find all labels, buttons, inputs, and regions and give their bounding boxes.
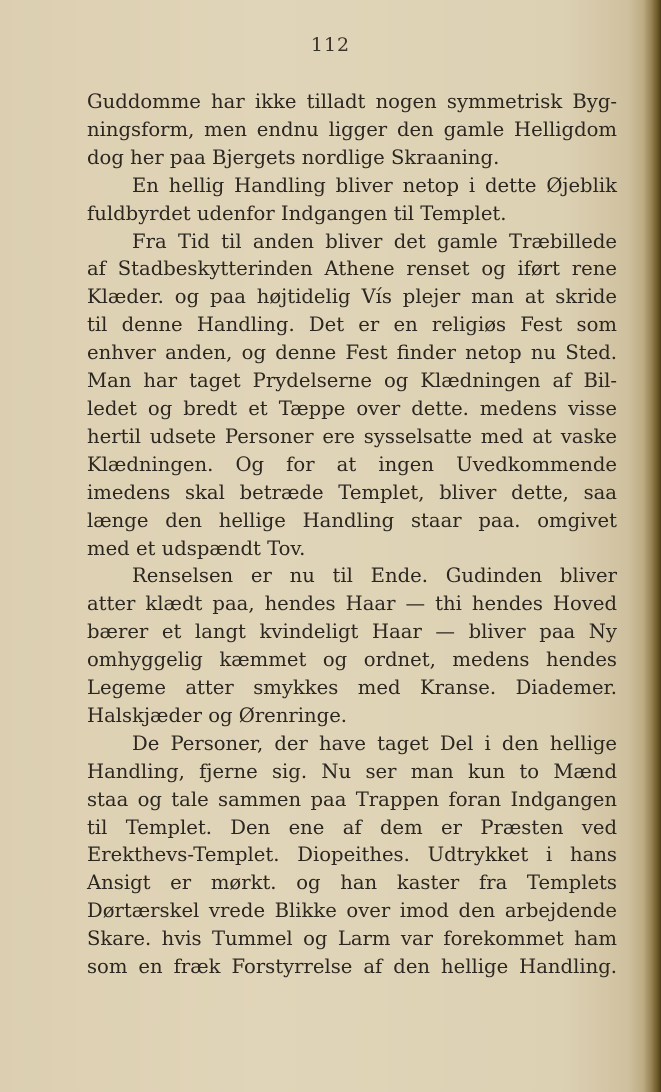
body-text	[87, 88, 617, 981]
text-line: fuldbyrdet udenfor Indgangen til Templet.	[87, 201, 507, 225]
text-line: af Stadbeskytterinden Athene renset og iført rene	[87, 257, 617, 281]
text-line: Man har taget Prydelserne og Klædningen af Bil-	[87, 369, 617, 393]
text-line: Legeme atter smykkes med Kranse. Diademer.	[87, 676, 617, 700]
text-line: staa og tale sammen paa Trappen foran Indgangen	[87, 787, 617, 811]
text-line: til Templet. Den ene af dem er Præsten ved	[87, 815, 617, 839]
text-line: som en fræk Forstyrrelse af den hellige Handling.	[87, 955, 617, 979]
text-line: imedens skal betræde Templet, bliver dette, saa	[87, 480, 617, 504]
text-line: Handling, fjerne sig. Nu ser man kun to Mænd	[87, 759, 617, 783]
text-line: Fra Tid til anden bliver det gamle Træbillede	[132, 229, 617, 253]
text-line: Dørtærskel vrede Blikke over imod den arbejdende	[87, 899, 617, 923]
text-line: omhyggelig kæmmet og ordnet, medens hendes	[87, 648, 617, 672]
text-line: Halskjæder og Ørenringe.	[87, 703, 348, 727]
text-line: En hellig Handling bliver netop i dette Øjeblik	[132, 173, 617, 197]
text-line: med et udspændt Tov.	[87, 536, 306, 560]
text-line: Ansigt er mørkt. og han kaster fra Templets	[87, 871, 617, 895]
text-line: hertil udsete Personer ere sysselsatte med at vaske	[87, 424, 617, 448]
text-line: ledet og bredt et Tæppe over dette. medens visse	[87, 396, 617, 420]
text-line: ningsform, men endnu ligger den gamle Helligdom	[87, 117, 617, 141]
text-line: Klædningen. Og for at ingen Uvedkommende	[87, 452, 617, 476]
page-edge-shadow	[643, 0, 661, 1092]
page-number: 112	[310, 34, 351, 56]
text-line: De Personer, der have taget Del i den hellige	[132, 731, 617, 755]
text-line: til denne Handling. Det er en religiøs Fest som	[87, 313, 617, 337]
text-line: Klæder. og paa højtidelig Vís plejer man at skride	[87, 285, 617, 309]
text-line: atter klædt paa, hendes Haar — thi hendes Hoved	[87, 592, 617, 616]
text-line: dog her paa Bjergets nordlige Skraaning.	[87, 145, 500, 169]
text-line: længe den hellige Handling staar paa. omgivet	[87, 508, 617, 532]
text-line: Skare. hvis Tummel og Larm var forekommet ham	[87, 927, 617, 951]
text-line: Erekthevs-Templet. Diopeithes. Udtrykket i hans	[87, 843, 617, 867]
text-line: Guddomme har ikke tilladt nogen symmetrisk Byg-	[87, 90, 617, 113]
text-line: enhver anden, og denne Fest finder netop nu Sted.	[87, 341, 617, 365]
text-line: bærer et langt kvindeligt Haar — bliver paa Ny	[87, 620, 617, 644]
text-line: Renselsen er nu til Ende. Gudinden bliver	[132, 564, 617, 588]
